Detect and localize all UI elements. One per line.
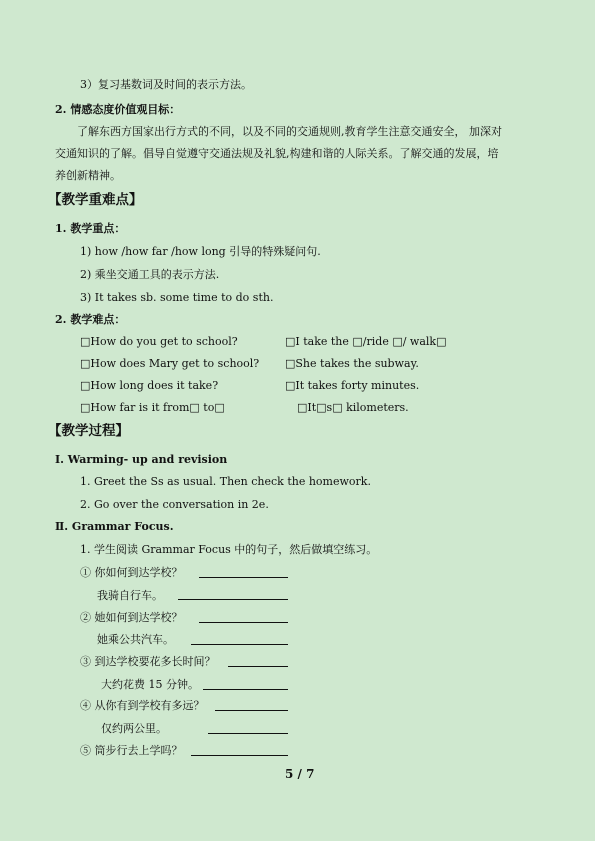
answer-blank-line (191, 643, 288, 645)
answer-blank-line (191, 754, 288, 756)
answer-blank-line (208, 732, 288, 734)
text-line: □It□s□ kilometers. (297, 401, 409, 414)
text-line: □How far is it from□ to□ (80, 401, 225, 414)
text-line: 我骑自行车。 (97, 589, 163, 602)
text-line: 1. Greet the Ss as usual. Then check the homework. (80, 475, 371, 488)
text-line: Ⅱ. Grammar Focus. (55, 520, 174, 533)
text-line: 1. 教学重点： (55, 222, 126, 235)
text-line: 大约花费 15 分钟。 (101, 678, 199, 691)
text-line: 了解东西方国家出行方式的不同，以及不同的交通规则,教育学生注意交通安全， 加深对 (77, 125, 502, 138)
text-line: ③ 到达学校要花多长时间？ (80, 655, 216, 668)
text-line: 3) It takes sb. some time to do sth. (80, 291, 274, 304)
section-heading: 【教学重难点】 (48, 192, 143, 208)
text-line: 交通知识的了解。倡导自觉遵守交通法规及礼貌,构建和谐的人际关系。了解交通的发展，培 (55, 147, 499, 160)
text-line: 1. 学生阅读 Grammar Focus 中的句子，然后做填空练习。 (80, 543, 378, 556)
section-heading: 【教学过程】 (48, 423, 129, 439)
answer-blank-line (178, 598, 288, 600)
text-line: ⑤ 筒步行去上学吗？ (80, 744, 183, 757)
text-line: □I take the □/ride □/ walk□ (285, 335, 447, 348)
text-line: 2. 情感态度价值观目标： (55, 103, 181, 116)
text-line: ① 你如何到达学校？ (80, 566, 183, 579)
page-number: 5 / 7 (285, 767, 315, 781)
answer-blank-line (199, 621, 288, 623)
text-line: 2. 教学难点： (55, 313, 126, 326)
answer-blank-line (199, 576, 288, 578)
text-line: □How does Mary get to school? (80, 357, 260, 370)
text-line: □It takes forty minutes. (285, 379, 420, 392)
answer-blank-line (215, 709, 288, 711)
text-line: 3）复习基数词及时间的表示方法。 (80, 78, 252, 91)
text-line: 1) how /how far /how long 引导的特殊疑问句. (80, 245, 321, 258)
text-line: 她乘公共汽车。 (97, 633, 174, 646)
text-line: 养创新精神。 (55, 169, 121, 182)
text-line: □How long does it take? (80, 379, 219, 392)
text-line: □She takes the subway. (285, 357, 419, 370)
text-line: 仅约两公里。 (101, 722, 167, 735)
text-line: ④ 从你有到学校有多远？ (80, 699, 205, 712)
text-line: Ⅰ. Warming- up and revision (55, 453, 228, 466)
answer-blank-line (228, 665, 288, 667)
text-line: ② 她如何到达学校？ (80, 611, 183, 624)
text-line: 2) 乘坐交通工具的表示方法. (80, 268, 220, 281)
text-line: 2. Go over the conversation in 2e. (80, 498, 269, 511)
answer-blank-line (203, 688, 288, 690)
text-line: □How do you get to school? (80, 335, 238, 348)
